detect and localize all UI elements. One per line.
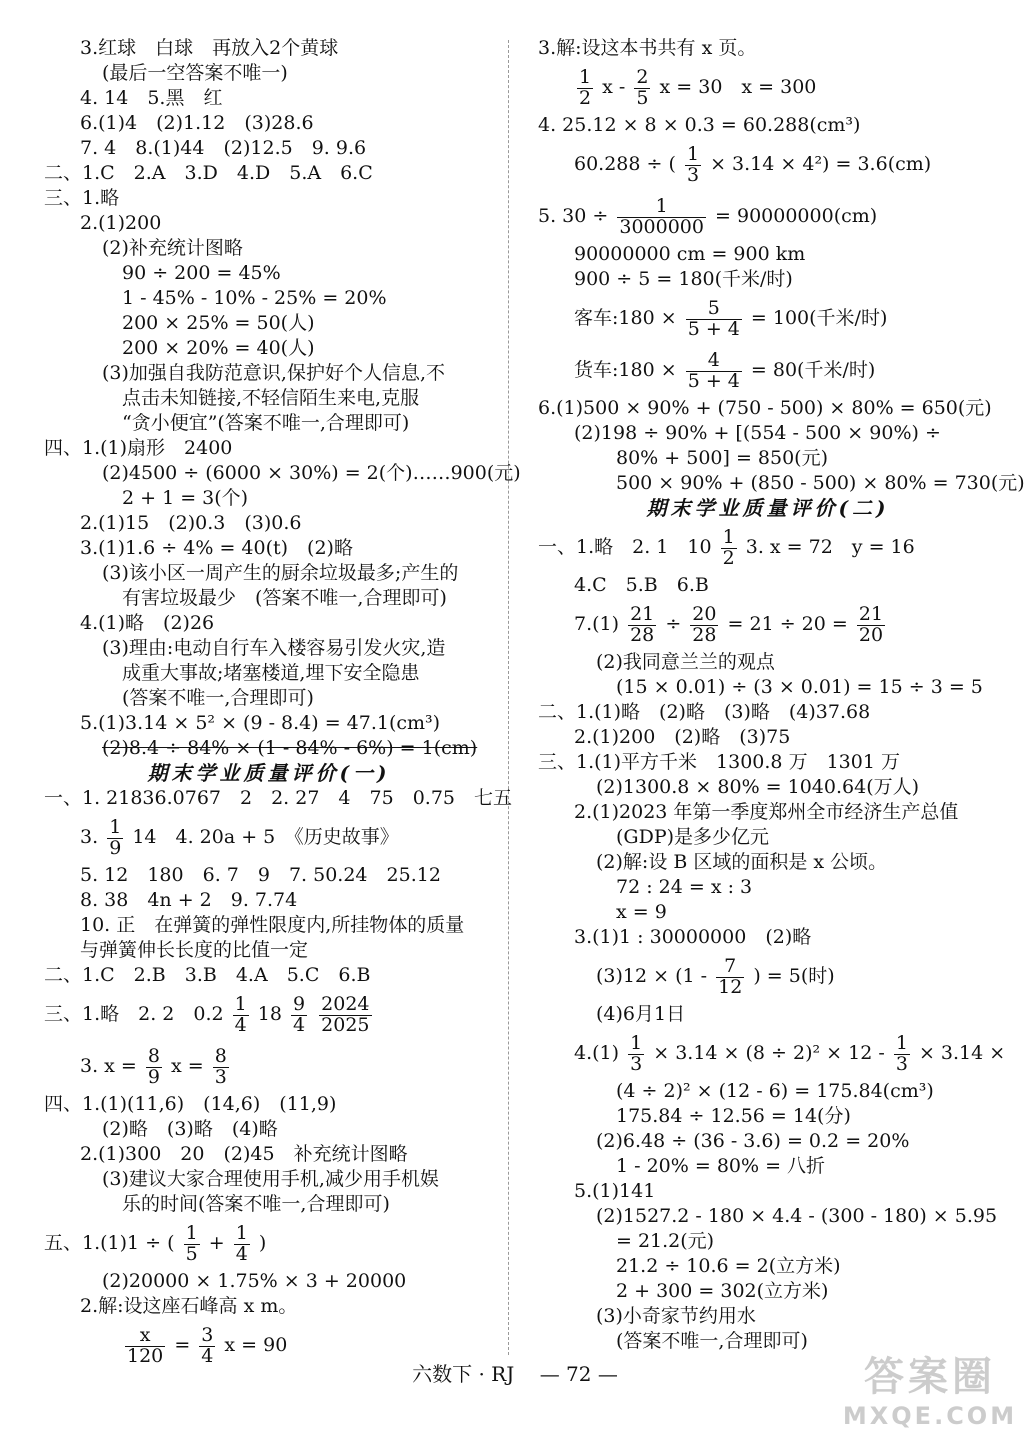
- answer-line: 二、1.(1)略 (2)略 (3)略 (4)37.68: [538, 701, 871, 723]
- answer-line: 3.(1)1.6 ÷ 4% = 40(t) (2)略: [80, 537, 353, 559]
- fraction: $\frac{1}{4}$: [235, 1221, 248, 1265]
- answer-line: “贪小便宜”(答案不唯一,合理即可): [122, 412, 410, 434]
- answer-line: 6.(1)4 (2)1.12 (3)28.6: [80, 112, 314, 134]
- answer-line: (2)略 (3)略 (4)略: [102, 1118, 278, 1140]
- fraction: $\frac{5}{5 + 4}$: [687, 296, 740, 340]
- answer-line: (3)小奇家节约用水: [596, 1305, 756, 1327]
- watermark-bottom: MXQE.COM: [842, 1402, 1018, 1430]
- column-divider: [508, 40, 509, 1355]
- answer-line: 乐的时间(答案不唯一,合理即可): [122, 1193, 390, 1215]
- fraction: $\frac{1}{3}$: [686, 142, 700, 186]
- watermark-logo: [840, 1345, 1020, 1435]
- answer-line: 60.288 ÷ ( $\frac{1}{3}$ × 3.14 × 4²) = 3.6(cm): [574, 142, 932, 186]
- answer-line: 4.C 5.B 6.B: [574, 574, 709, 596]
- answer-line: = 21.2(元): [616, 1230, 715, 1252]
- fraction: $\frac{1}{2}$: [579, 65, 592, 109]
- answer-line: 三、1.(1)平方千米 1300.8 万 1301 万: [538, 751, 900, 773]
- answer-line: 成重大事故;堵塞楼道,埋下安全隐患: [122, 662, 420, 684]
- answer-line: $\frac{x}{120}$ = $\frac{3}{4}$ x = 90: [127, 1323, 288, 1367]
- fraction: $\frac{1}{3}$: [630, 1031, 643, 1075]
- answer-line: 4.(1) $\frac{1}{3}$ × 3.14 × (8 ÷ 2)² × 12 - $\frac{1}{3}$ × 3.14 ×: [574, 1031, 1006, 1075]
- answer-line: (2)20000 × 1.75% × 3 + 20000: [102, 1270, 407, 1292]
- answer-line: 一、1. 21836.0767 2 2. 27 4 75 0.75 七五: [44, 787, 513, 809]
- answer-line: 5.(1)141: [574, 1180, 656, 1202]
- answer-line: 2.(1)200 (2)略 (3)75: [574, 726, 791, 748]
- answer-line: 有害垃圾最少 (答案不唯一,合理即可): [122, 587, 447, 609]
- answer-line: 200 × 20% = 40(人): [122, 337, 315, 359]
- answer-line: 三、1.略 2. 2 0.2 $\frac{1}{4}$ 18 $\frac{9}{4}$ $\frac{2024}{2025}$: [44, 992, 370, 1036]
- answer-line: 二、1.C 2.B 3.B 4.A 5.C 6.B: [44, 964, 371, 986]
- answer-line: 2.解:设这座石峰高 x m。: [80, 1295, 298, 1317]
- answer-line: 175.84 ÷ 12.56 = 14(分): [616, 1105, 851, 1127]
- answer-line: 1 - 45% - 10% - 25% = 20%: [122, 287, 387, 309]
- answer-line: 客车:180 × $\frac{5}{5 + 4}$ = 100(千米/时): [574, 296, 888, 340]
- book-label: 六数下 · RJ: [412, 1362, 515, 1386]
- answer-line: (2)解:设 B 区域的面积是 x 公顷。: [596, 851, 888, 873]
- answer-line: 2 + 300 = 302(立方米): [616, 1280, 829, 1302]
- answer-line: 3. x = $\frac{8}{9}$ x = $\frac{8}{3}$: [80, 1044, 227, 1088]
- answer-line: 3. $\frac{1}{9}$ 14 4. 20a + 5 《历史故事》: [80, 815, 399, 859]
- fraction: $\frac{1}{9}$: [109, 815, 122, 859]
- answer-line: 五、1.(1)1 ÷ ( $\frac{1}{5}$ + $\frac{1}{4}$ ): [44, 1221, 267, 1265]
- answer-line: 8. 38 4n + 2 9. 7.74: [80, 889, 298, 911]
- answer-line: (答案不唯一,合理即可): [616, 1330, 808, 1352]
- page-number: — 72 —: [539, 1362, 618, 1386]
- fraction: $\frac{1}{4}$: [234, 992, 247, 1036]
- fraction: $\frac{1}{3}$: [895, 1031, 908, 1075]
- answer-line: (3)建议大家合理使用手机,减少用手机娱: [102, 1168, 439, 1190]
- answer-line: (GDP)是多少亿元: [616, 826, 770, 848]
- answer-line: (2)1300.8 × 80% = 1040.64(万人): [596, 776, 920, 798]
- answer-line: 5. 30 ÷ $\frac{1}{3000000}$ = 90000000(cm): [538, 194, 878, 238]
- answer-line: (2)6.48 ÷ (36 - 3.6) = 0.2 = 20%: [596, 1130, 910, 1152]
- answer-line: 2.(1)15 (2)0.3 (3)0.6: [80, 512, 302, 534]
- answer-line: 3.(1)1 : 30000000 (2)略: [574, 926, 812, 948]
- answer-line: (3)该小区一周产生的厨余垃圾最多;产生的: [102, 562, 459, 584]
- answer-line: 90 ÷ 200 = 45%: [122, 262, 281, 284]
- right-column: [538, 36, 1025, 1354]
- answer-line: 2.(1)200: [80, 212, 162, 234]
- answer-line: 二、1.C 2.A 3.D 4.D 5.A 6.C: [44, 162, 373, 184]
- answer-line: (2)4500 ÷ (6000 × 30%) = 2(个)……900(元): [102, 462, 521, 484]
- answer-line: 4. 14 5.黑 红: [80, 87, 223, 109]
- fraction: $\frac{8}{9}$: [147, 1044, 160, 1088]
- answer-line: (答案不唯一,合理即可): [122, 687, 314, 709]
- answer-line: 与弹簧伸长长度的比值一定: [80, 939, 309, 961]
- fraction: $\frac{21}{28}$: [630, 602, 655, 646]
- answer-line: 四、1.(1)(11,6) (14,6) (11,9): [44, 1093, 337, 1115]
- answer-line: 21.2 ÷ 10.6 = 2(立方米): [616, 1255, 841, 1277]
- fraction: $\frac{21}{20}$: [858, 602, 884, 646]
- fraction: $\frac{1}{3000000}$: [619, 194, 704, 238]
- answer-line: 1 - 20% = 80% = 八折: [616, 1155, 826, 1177]
- answer-line: 80% + 500] = 850(元): [616, 447, 828, 469]
- fraction: $\frac{3}{4}$: [201, 1323, 214, 1367]
- fraction: $\frac{2024}{2025}$: [321, 992, 370, 1036]
- answer-line: (最后一空答案不唯一): [102, 62, 288, 84]
- answer-line: 200 × 25% = 50(人): [122, 312, 315, 334]
- answer-line: 点击未知链接,不轻信陌生来电,克服: [122, 387, 420, 409]
- fraction: $\frac{1}{2}$: [722, 525, 735, 569]
- fraction: $\frac{4}{5 + 4}$: [687, 348, 740, 392]
- answer-line: 7.(1) $\frac{21}{28}$ ÷ $\frac{20}{28}$ = 21 ÷ 20 = $\frac{21}{20}$: [574, 602, 884, 646]
- answer-line: 500 × 90% + (850 - 500) × 80% = 730(元): [616, 472, 1025, 494]
- section-title: 期末学业质量评价(二): [646, 496, 890, 520]
- answer-line: (2)198 ÷ 90% + [(554 - 500 × 90%) ÷: [574, 422, 941, 444]
- answer-line: 5. 12 180 6. 7 9 7. 50.24 25.12: [80, 864, 441, 886]
- fraction: $\frac{7}{12}$: [718, 954, 743, 998]
- answer-line: 4.(1)略 (2)26: [80, 612, 215, 634]
- fraction: $\frac{x}{120}$: [127, 1323, 164, 1367]
- answer-line: 四、1.(1)扇形 2400: [44, 437, 233, 459]
- answer-line: 72 : 24 = x : 3: [616, 876, 753, 898]
- answer-line: 6.(1)500 × 90% + (750 - 500) × 80% = 650(元): [538, 397, 992, 419]
- answer-line: 10. 正 在弹簧的弹性限度内,所挂物体的质量: [80, 914, 465, 936]
- left-column: [44, 36, 521, 1371]
- answer-line: 2.(1)2023 年第一季度郑州全市经济生产总值: [574, 801, 959, 823]
- fraction: $\frac{9}{4}$: [293, 992, 306, 1036]
- answer-line: (2)8.4 ÷ 84% × (1 - 84% - 6%) = 1(cm): [102, 737, 478, 759]
- fraction: $\frac{2}{5}$: [636, 65, 649, 109]
- fraction: $\frac{8}{3}$: [214, 1044, 227, 1088]
- answer-line: 7. 4 8.(1)44 (2)12.5 9. 9.6: [80, 137, 367, 159]
- answer-line: (2)1527.2 - 180 × 4.4 - (300 - 180) × 5.95: [596, 1205, 998, 1227]
- answer-line: 三、1.略: [44, 187, 120, 209]
- answer-line: 2.(1)300 20 (2)45 补充统计图略: [80, 1143, 408, 1165]
- answer-line: (4 ÷ 2)² × (12 - 6) = 175.84(cm³): [616, 1080, 934, 1102]
- answer-line: (2)我同意兰兰的观点: [596, 651, 775, 673]
- answer-line: 3.解:设这本书共有 x 页。: [538, 37, 757, 59]
- section-title: 期末学业质量评价(一): [147, 761, 391, 785]
- answer-line: (15 × 0.01) ÷ (3 × 0.01) = 15 ÷ 3 = 5: [616, 676, 983, 698]
- answer-line: $\frac{1}{2}$ x - $\frac{2}{5}$ x = 30 x = 300: [579, 65, 817, 109]
- answer-line: (2)补充统计图略: [102, 237, 243, 259]
- answer-line: (3)理由:电动自行车入楼容易引发火灾,造: [102, 637, 446, 659]
- answer-line: (3)加强自我防范意识,保护好个人信息,不: [102, 362, 445, 384]
- answer-line: 2 + 1 = 3(个): [122, 487, 249, 509]
- answer-line: 5.(1)3.14 × 5² × (9 - 8.4) = 47.1(cm³): [80, 712, 441, 734]
- answer-line: 货车:180 × $\frac{4}{5 + 4}$ = 80(千米/时): [574, 348, 876, 392]
- answer-line: 900 ÷ 5 = 180(千米/时): [574, 268, 793, 290]
- answer-line: 90000000 cm = 900 km: [574, 243, 806, 265]
- answer-line: (3)12 × (1 - $\frac{7}{12}$ ) = 5(时): [596, 954, 835, 998]
- fraction: $\frac{20}{28}$: [692, 602, 717, 646]
- fraction: $\frac{1}{5}$: [185, 1221, 198, 1265]
- answer-line: (4)6月1日: [596, 1003, 686, 1025]
- answer-line: 一、1.略 2. 1 10 $\frac{1}{2}$ 3. x = 72 y = 16: [538, 525, 915, 569]
- answer-line: x = 9: [616, 901, 667, 923]
- answer-line: 4. 25.12 × 8 × 0.3 = 60.288(cm³): [538, 114, 861, 136]
- answer-line: 3.红球 白球 再放入2个黄球: [80, 37, 339, 59]
- watermark-top: 答案圈: [864, 1354, 996, 1400]
